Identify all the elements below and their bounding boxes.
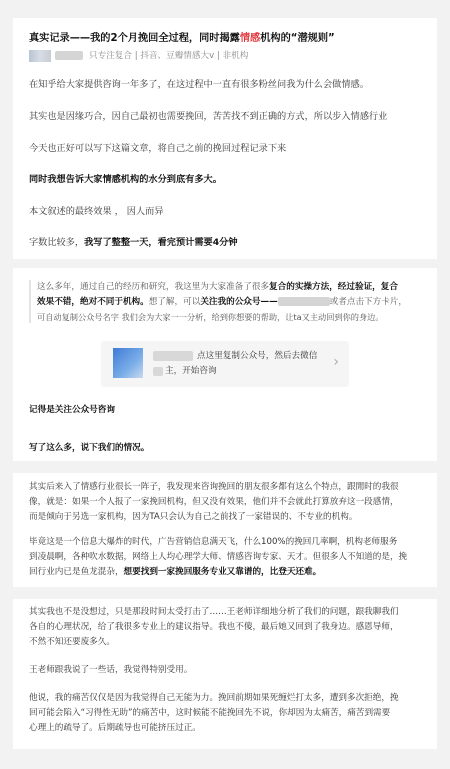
paragraph-line: 像，就是：如果一个人报了一家挽回机构，但又没有效果，他们并不会就此打算放弃这一段感情， xyxy=(29,497,399,507)
paragraph: 字数比较多，我写了整整一天，看完预计需要4分钟 xyxy=(29,237,238,248)
avatar[interactable] xyxy=(29,50,51,62)
account-avatar xyxy=(113,348,143,378)
quote-line: 可自动复制公众号名字 我们会为大家一一分析，给到你想要的帮助，让ta又主动回到你的身边。 xyxy=(37,312,384,322)
author-meta: 只专注复合 | 抖音、豆瓣情感大v | 非机构 xyxy=(89,51,249,61)
card-line: 点这里复制公众号，然后去微信 xyxy=(197,351,318,361)
paragraph: 其实也是因缘巧合，因自己最初也需要挽回，苦苦找不到正确的方式，所以步入情感行业 xyxy=(29,111,388,122)
paragraph-line: 他说，我的痛苦仅仅是因为我觉得自己无能为力。挽回前期如果死缠烂打太多，遭到多次拒绝，挽 xyxy=(29,693,399,703)
account-name-blurred xyxy=(153,351,193,361)
paragraph-line: 王老师跟我说了一些话，我觉得特别受用。 xyxy=(29,665,193,675)
quote-line: 这么多年，通过自己的经历和研究，我这里为大家准备了很多复合的实操方法，经过验证，复合 xyxy=(37,282,398,292)
section-lead: 写了这么多，说下我们的情况。 xyxy=(29,443,150,453)
paragraph-line: 心理上的疏导了。后期疏导也可能挤压过正。 xyxy=(29,723,201,733)
quote-line: 效果不错，绝对不同于机构。想了解，可以关注我的公众号—— 或者点击下方卡片， xyxy=(37,297,408,307)
paragraph-bold: 同时我想告诉大家情感机构的水分到底有多大。 xyxy=(29,174,222,185)
card-line: 主，开始咨询 xyxy=(165,366,217,376)
promo-card xyxy=(13,268,437,461)
paragraph-line: 回行业内已是鱼龙混杂，想要找到一家挽回服务专业又靠谱的，比登天还难。 xyxy=(29,567,322,577)
article-intro-card xyxy=(13,18,437,259)
author-row xyxy=(29,49,425,63)
remember-note: 记得是关注公众号咨询 xyxy=(29,405,115,415)
paragraph: 今天也正好可以写下这篇文章，将自己之前的挽回过程记录下来 xyxy=(29,143,287,154)
paragraph-line: 回可能会陷入“习得性无助”的痛苦中，这时候能不能挽回先不说，你却因为太痛苦，痛苦到需要 xyxy=(29,708,391,718)
card-line-blurred xyxy=(153,367,163,376)
quote-bar xyxy=(29,280,31,323)
paragraph-line: 到凌晨啊，各种吹水数据，网络上人均心理学大师、情感咨询专家、天才。但很多人不知道的是，挽 xyxy=(29,552,408,562)
paragraph-line: 各自的心理状况，给了我很多专业上的建议指导。我也不傻，最后她又回到了我身边。感恩导师， xyxy=(29,622,399,632)
paragraph: 在知乎给大家提供咨询一年多了，在这过程中一直有很多粉丝问我为什么会做情感。 xyxy=(29,79,369,90)
article-title[interactable]: 真实记录——我的2个月挽回全过程，同时揭露情感机构的“潜规则” xyxy=(29,33,335,44)
paragraph-line: 不然不知还要废多久。 xyxy=(29,637,115,647)
account-card[interactable] xyxy=(101,341,349,387)
paragraph: 本文叙述的最终效果 ， 因人而异 xyxy=(29,206,164,217)
paragraph-line: 毕竟这是一个信息大爆炸的时代，广告营销信息满天飞，什么100%的挽回几率啊，机构老师服务 xyxy=(29,537,398,547)
story-card xyxy=(13,473,437,587)
title-highlight: 情感 xyxy=(239,33,261,44)
paragraph-line: 而是倾向于另选一家机构，因为TA只会认为自己之前找了一家错误的、不专业的机构。 xyxy=(29,512,358,522)
chevron-right-icon[interactable]: › xyxy=(333,354,339,370)
author-name-blurred[interactable] xyxy=(55,51,83,60)
mentor-card xyxy=(13,599,437,749)
paragraph-line: 其实我也不是没想过，只是那段时间太受打击了……王老师详细地分析了我们的问题，跟我聊我们 xyxy=(29,607,399,617)
paragraph-line: 其实后来入了情感行业很长一阵子，我发现来咨询挽回的朋友很多都有这么个特点，跟閒时的我很 xyxy=(29,482,399,492)
account-name-blurred xyxy=(278,297,330,306)
